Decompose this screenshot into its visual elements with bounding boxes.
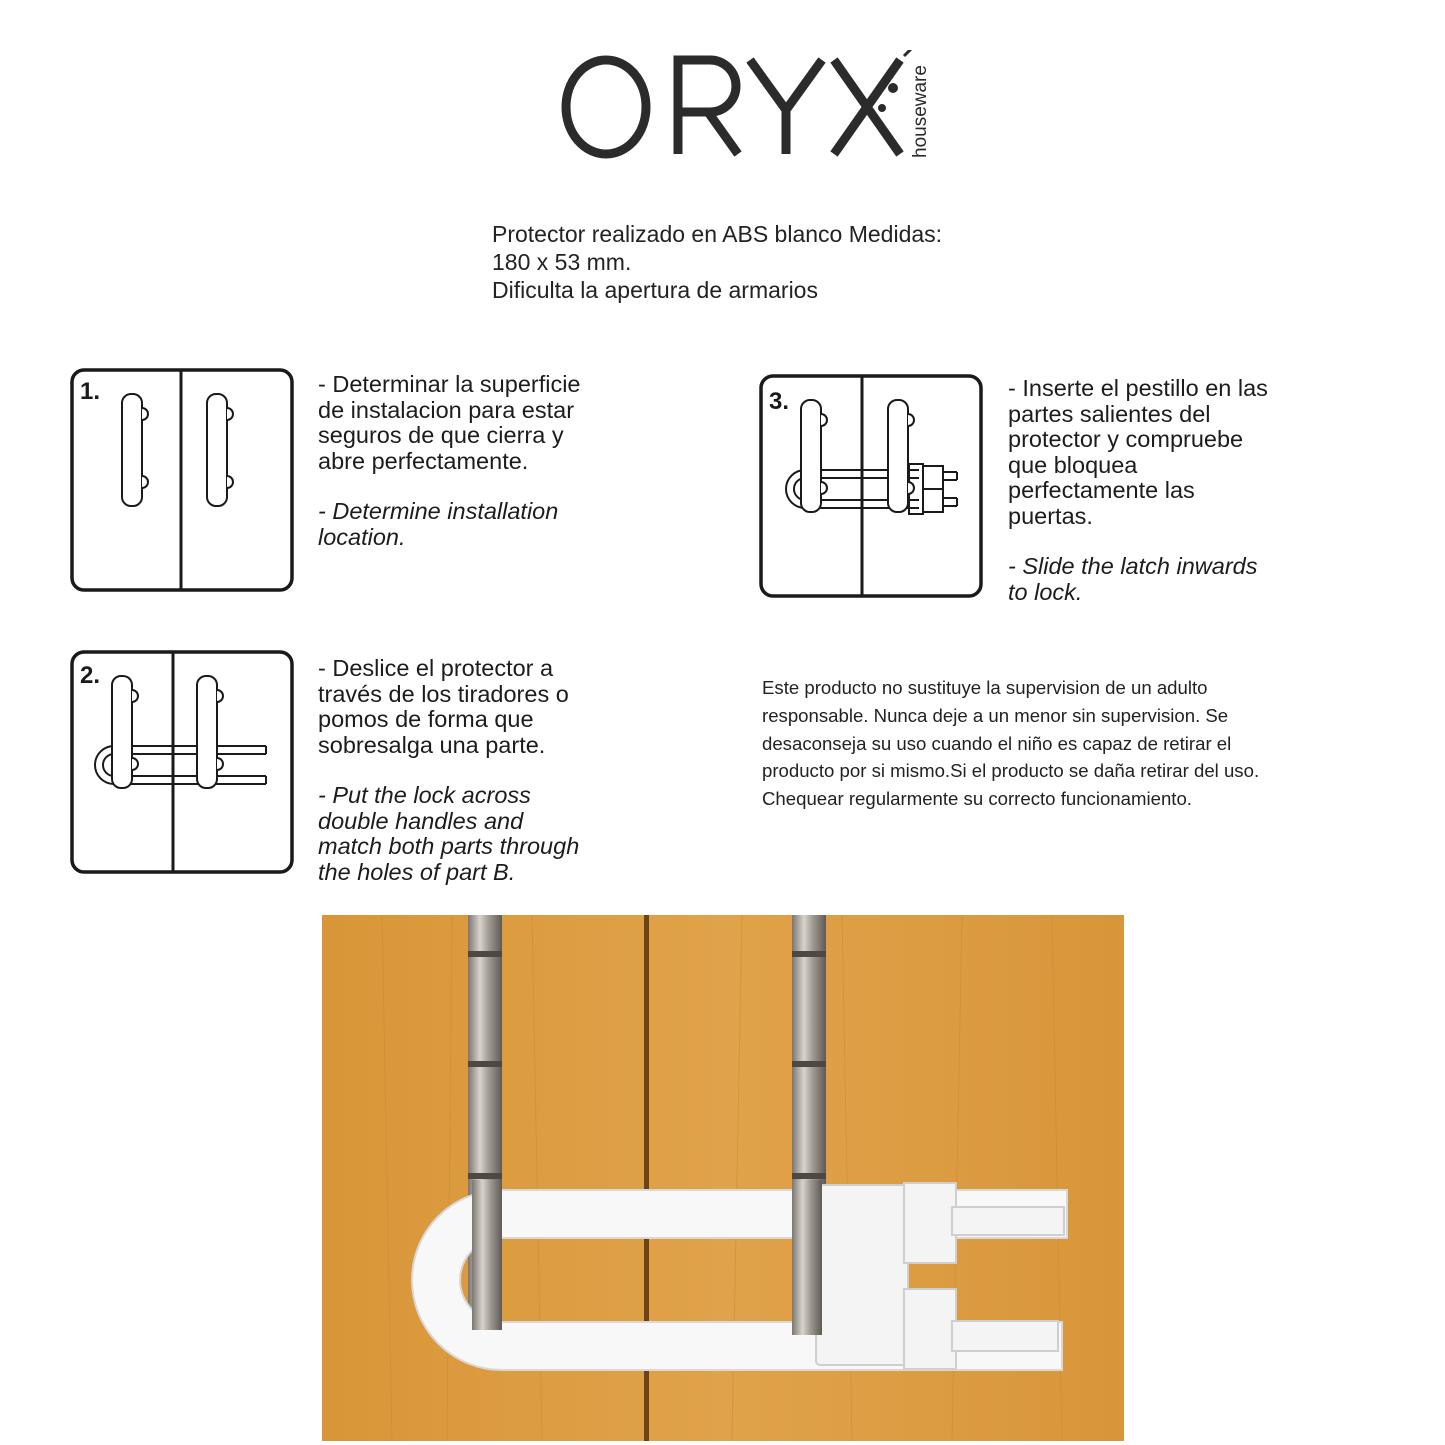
brand-tagline: houseware [910, 65, 931, 158]
step-3-instruction-en: - Slide the latch inwards to lock. [1008, 553, 1258, 605]
step-number: 2. [80, 662, 101, 689]
step-number: 3. [769, 388, 790, 415]
step-1-instruction-en: - Determine installation location. [318, 498, 559, 550]
safety-warning: Este producto no sustituye la supervision de un adulto responsable. Nunca deje a un menor sin supervision. Se desaconseja su uso cuando el niño es capaz de retirar el producto por si mismo.Si el producto se daña retirar del uso. Chequear regularmente su correcto funcionamiento. [762, 677, 1260, 810]
description-line: Dificulta la apertura de armarios [492, 277, 818, 303]
step-1-instruction-es: - Determinar la superficie de instalacion para estar seguros de que cierra y abre perfectamente. [318, 371, 581, 474]
step-3-text [1008, 376, 1338, 605]
step-2-text [318, 656, 648, 885]
step-1-text [318, 372, 648, 550]
product-photo [322, 915, 1124, 1441]
brand-logo [560, 50, 950, 170]
step-3-instruction-es: - Inserte el pestillo en las partes salientes del protector y compruebe que bloquea perfectamente las puertas. [1008, 375, 1268, 529]
step-2-instruction-en: - Put the lock across double handles and match both parts through the holes of part B. [318, 782, 580, 885]
step-number: 1. [80, 378, 101, 405]
step-3-diagram [759, 374, 985, 600]
step-2-instruction-es: - Deslice el protector a través de los tiradores o pomos de forma que sobresalga una parte. [318, 655, 569, 758]
step-1-diagram [70, 368, 296, 594]
description-line: Protector realizado en ABS blanco Medidas: [492, 221, 943, 247]
product-description [492, 220, 942, 304]
description-line: 180 x 53 mm. [492, 249, 632, 275]
step-2-diagram [70, 650, 296, 876]
